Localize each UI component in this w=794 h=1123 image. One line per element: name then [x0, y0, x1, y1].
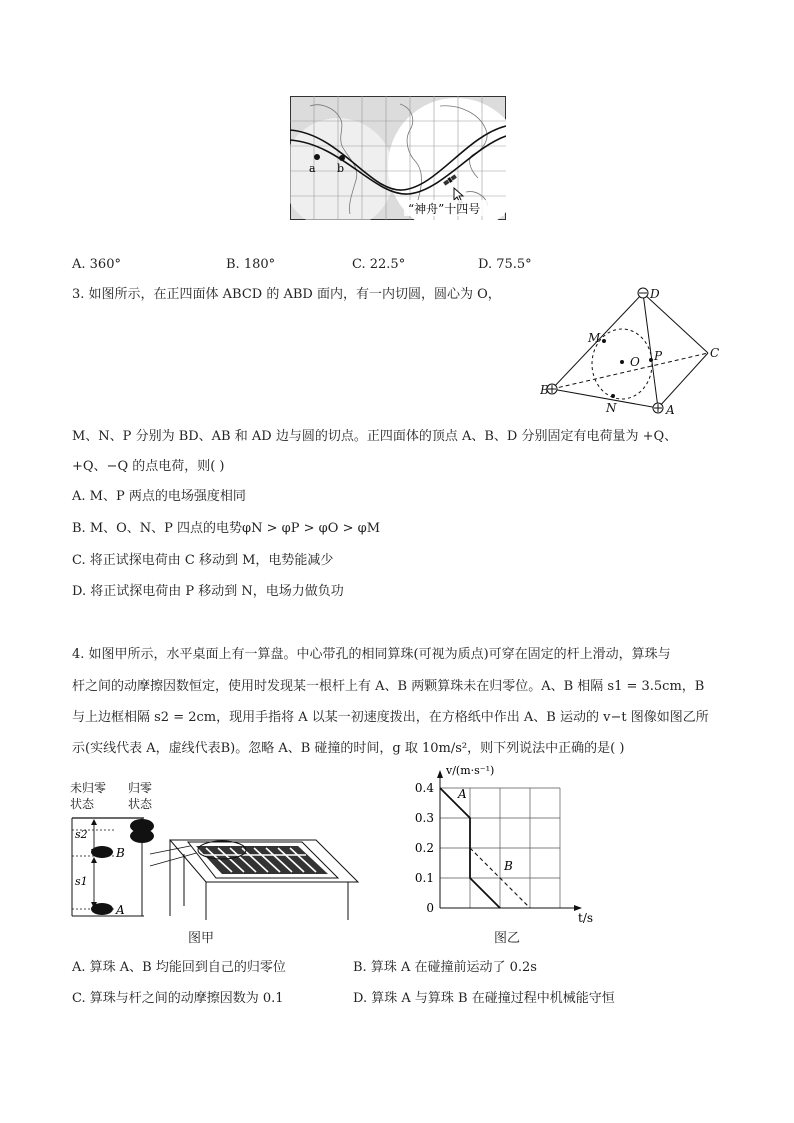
orbit-map-figure — [290, 96, 506, 220]
q4-stem-line1: 4. 如图甲所示，水平桌面上有一算盘。中心带孔的相同算珠(可视为质点)可穿在固定的杆上滑动，算珠与 — [72, 647, 671, 662]
label-returned-1: 归零 — [128, 781, 153, 795]
q4-option-d: D. 算珠 A 与算珠 B 在碰撞过程中机械能守恒 — [353, 991, 615, 1006]
q4-stem-line2: 杆之间的动摩擦因数恒定，使用时发现某一根杆上有 A、B 两颗算珠未在归零位。A、B 相隔 s1 = 3.5cm，B — [72, 679, 705, 694]
vt-ytick-label: 0.1 — [414, 871, 434, 885]
label-s2: s2 — [75, 828, 88, 841]
label-D: D — [650, 287, 660, 301]
q2-option-a: A. 360° — [72, 257, 121, 272]
label-returned-2: 状态 — [128, 797, 153, 811]
q3-stem-line2: M、N、P 分别为 BD、AB 和 AD 边与圆的切点。正四面体的顶点 A、B、D 分别固定有电荷量为 +Q、 — [72, 429, 678, 444]
q3-option-a: A. M、P 两点的电场强度相同 — [72, 489, 246, 504]
spacecraft-label: “神舟”十四号 — [408, 202, 481, 216]
point-b-label: b — [337, 162, 345, 175]
q3-stem-line1: 3. 如图所示，在正四面体 ABCD 的 ABD 面内，有一内切圆，圆心为 O， — [72, 287, 501, 302]
q3-stem-line3: +Q、−Q 的点电荷，则( ) — [72, 459, 225, 474]
tetrahedron-figure — [540, 284, 730, 418]
vt-ytick-label: 0.4 — [414, 781, 434, 795]
fig-yi-caption: 图乙 — [494, 931, 521, 946]
vt-ylabel: v/(m·s⁻¹) — [446, 764, 495, 777]
point-a-label: a — [309, 162, 316, 175]
label-C: C — [710, 346, 720, 360]
point-b-dot — [339, 155, 345, 161]
q3-option-d: D. 将正试探电荷由 P 移动到 N，电场力做负功 — [72, 584, 344, 599]
vt-ytick-label: 0.3 — [414, 811, 434, 825]
q4-option-a: A. 算珠 A、B 均能回到自己的归零位 — [72, 960, 286, 975]
label-A: A — [666, 403, 675, 417]
q2-option-c: C. 22.5° — [352, 257, 406, 272]
point-a-dot — [314, 154, 320, 160]
label-unreturned-1: 未归零 — [70, 781, 107, 795]
vt-label-B: B — [504, 859, 513, 873]
q4-stem-line3: 与上边框相隔 s2 = 2cm，现用手指将 A 以某一初速度拨出，在方格纸中作出 A、B 运动的 v−t 图像如图乙所 — [72, 710, 709, 725]
fig-jia-caption: 图甲 — [188, 931, 215, 946]
label-P: P — [654, 349, 663, 363]
vt-xlabel: t/s — [578, 911, 594, 925]
abacus-figure — [66, 778, 366, 928]
abacus-body — [188, 841, 338, 878]
q3-option-c: C. 将正试探电荷由 C 移动到 M，电势能减少 — [72, 553, 334, 568]
label-N: N — [606, 401, 617, 415]
vt-label-A: A — [458, 787, 467, 801]
bead-a — [91, 903, 113, 915]
q2-option-b: B. 180° — [226, 257, 276, 272]
q3-option-b: B. M、O、N、P 四点的电势φN > φP > φO > φM — [72, 521, 381, 536]
vt-ytick-label: 0.2 — [414, 841, 434, 855]
q2-option-d: D. 75.5° — [478, 257, 532, 272]
label-O: O — [630, 355, 640, 369]
label-B: B — [540, 383, 549, 397]
q4-stem-line4: 示(实线代表 A，虚线代表B)。忽略 A、B 碰撞的时间，g 取 10m/s²，则下列说法中正确的是( ) — [72, 741, 625, 756]
vt-chart — [410, 760, 610, 930]
q4-option-c: C. 算珠与杆之间的动摩擦因数为 0.1 — [72, 991, 284, 1006]
label-bead-b: B — [116, 846, 125, 860]
vt-ytick-label: 0 — [426, 901, 434, 915]
bead-returned-2 — [130, 829, 154, 843]
label-unreturned-2: 状态 — [70, 797, 95, 811]
label-M: M — [588, 331, 601, 345]
bead-b — [91, 846, 113, 858]
label-s1: s1 — [75, 875, 88, 888]
label-bead-a: A — [116, 903, 125, 917]
q4-option-b: B. 算珠 A 在碰撞前运动了 0.2s — [353, 960, 537, 975]
